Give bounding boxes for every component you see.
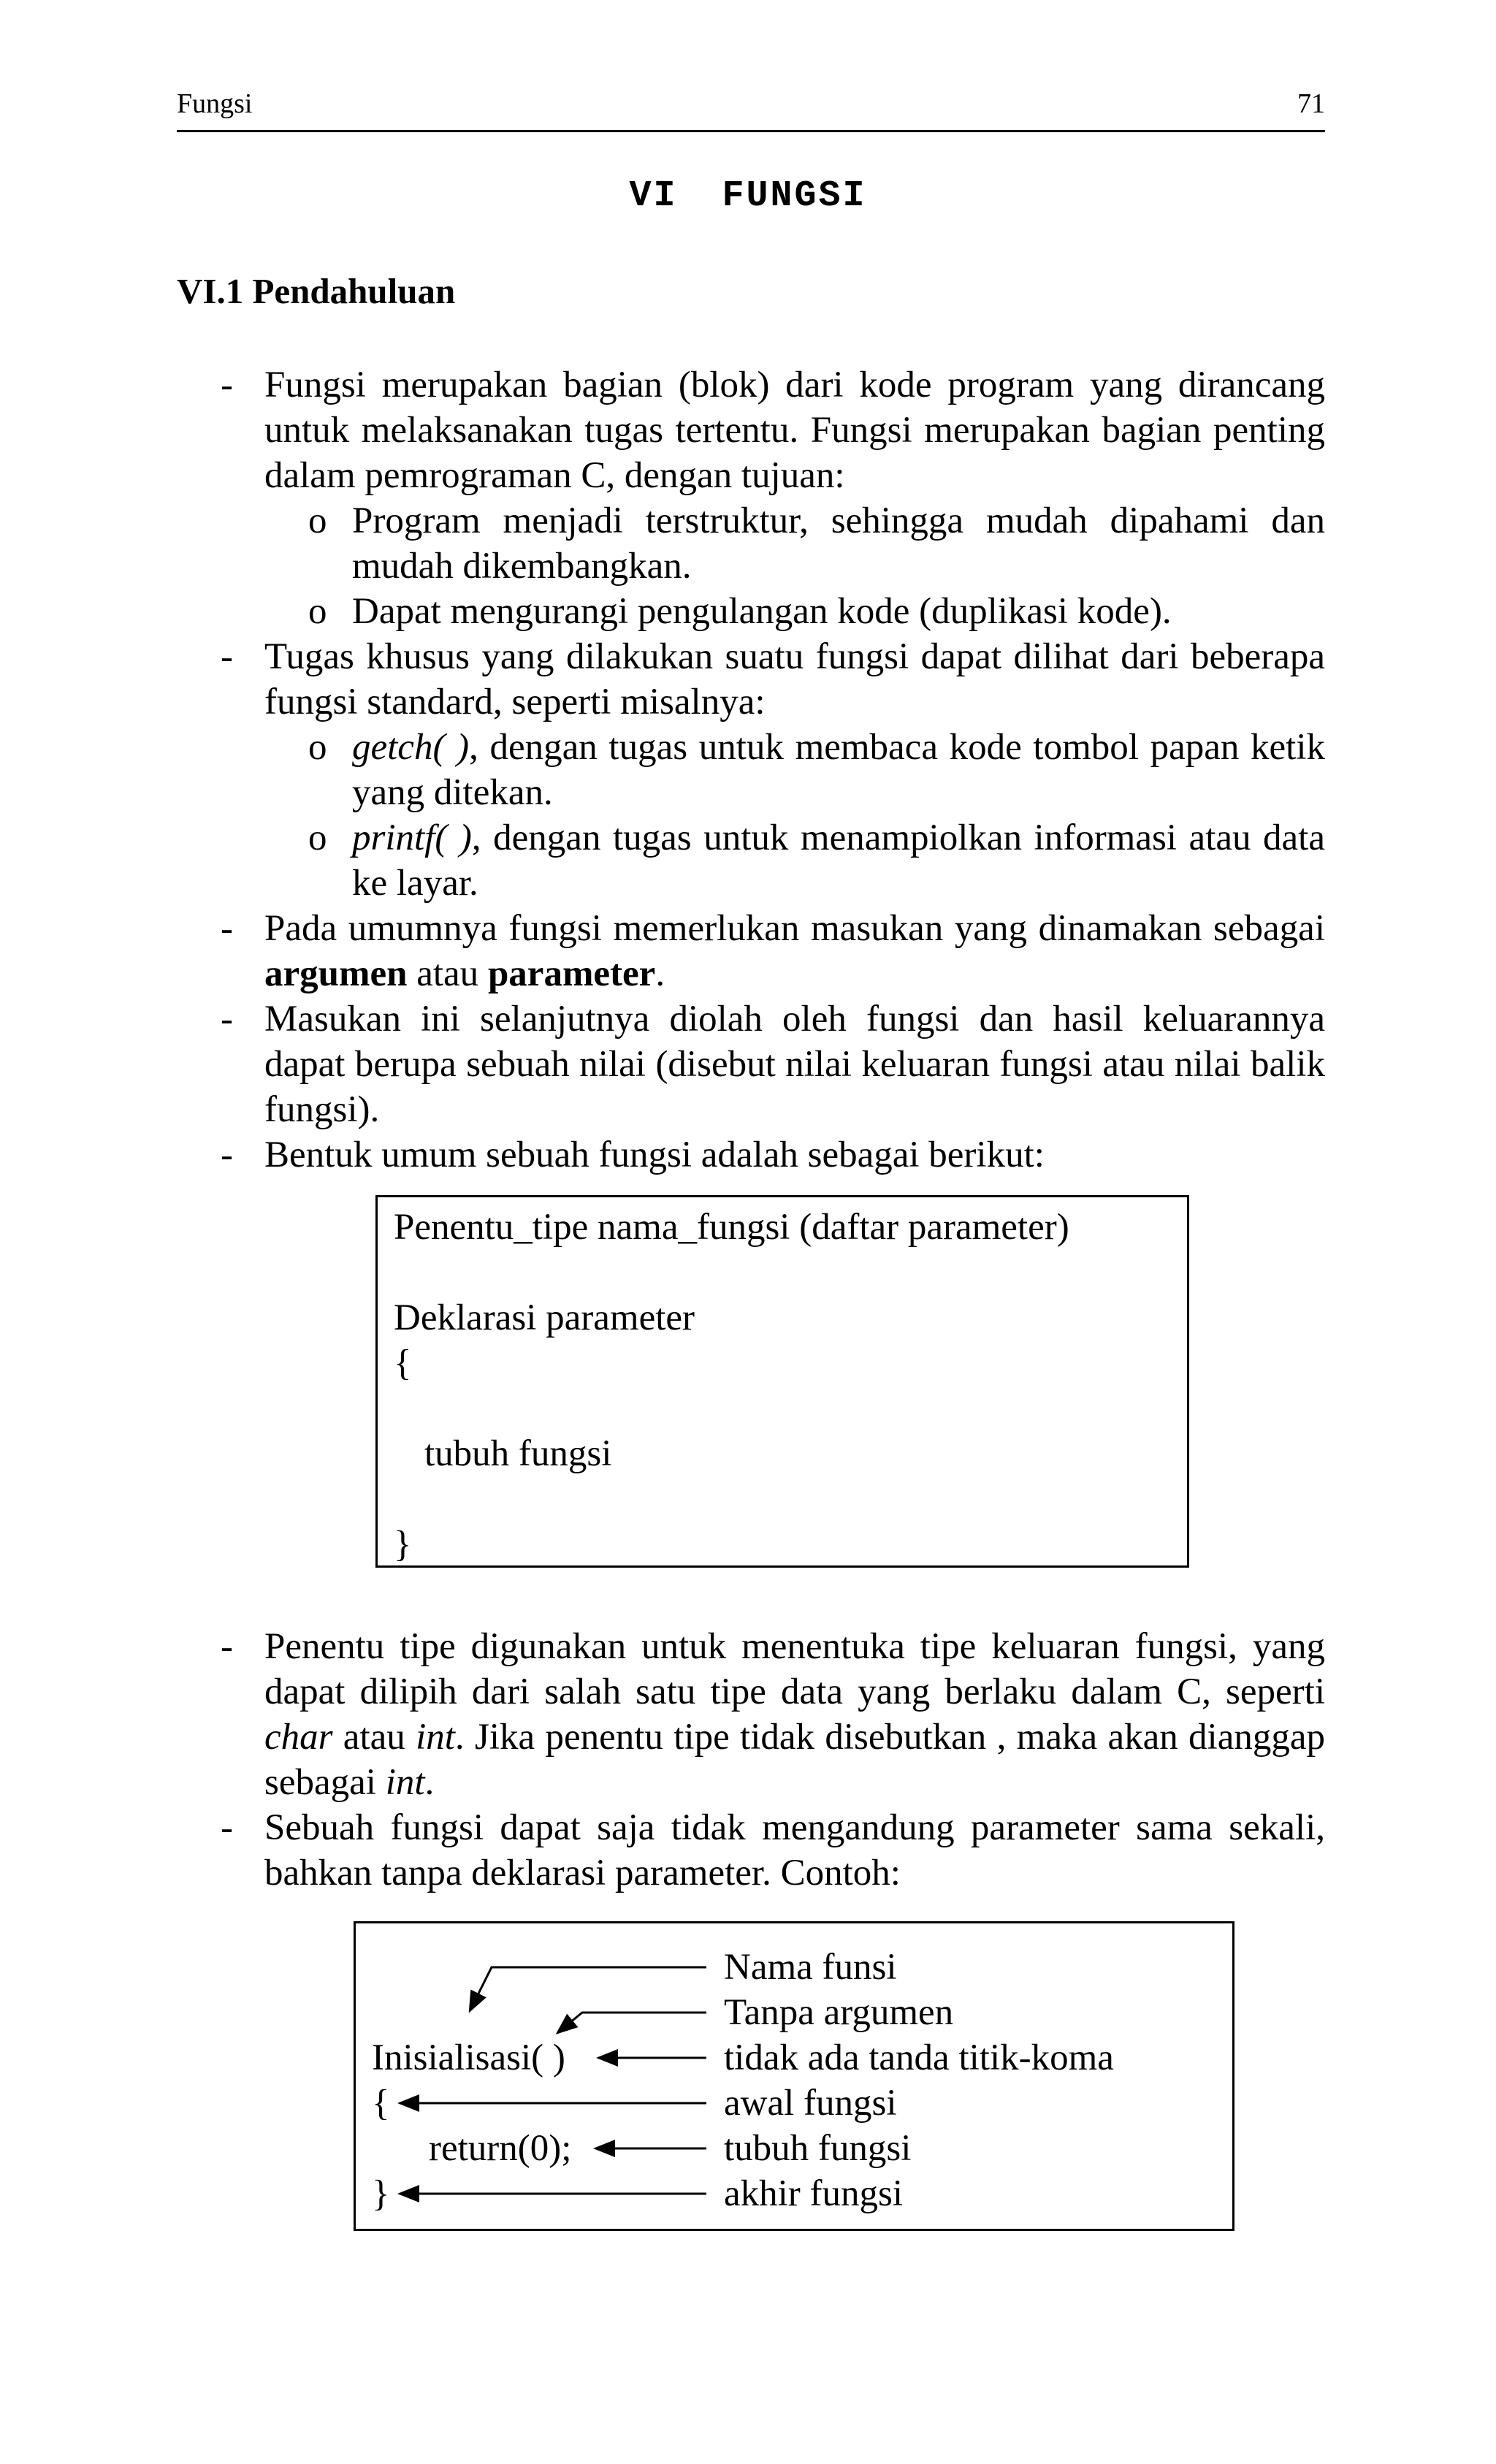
code-line: Inisialisasi( ) [372, 2037, 565, 2078]
sub-list-item-text: , dengan tugas untuk menampiolkan informasi atau data ke layar. [352, 817, 1325, 904]
type-keyword: int [416, 1717, 455, 1758]
keyword-parameter: parameter [487, 953, 656, 994]
circle-bullet-icon: o [308, 817, 327, 858]
list-item-text: . [655, 953, 665, 994]
header-title: Fungsi [177, 88, 253, 119]
annotation-label: akhir fungsi [724, 2173, 904, 2214]
dash-marker: - [221, 636, 233, 677]
list-item-text: Tugas khusus yang dilakukan suatu fungsi dapat dilihat dari beberapa fungsi standard, seperti misalnya: [264, 636, 1325, 722]
list-item [177, 906, 1325, 996]
type-keyword: char [264, 1717, 333, 1758]
list-item [177, 1805, 1325, 1896]
sub-list-item-text: Program menjadi terstruktur, sehingga mudah dipahami dan mudah dikembangkan. [352, 500, 1325, 587]
syntax-line: } [394, 1524, 412, 1565]
annotation-label: awal fungsi [724, 2083, 897, 2124]
list-item-text: Fungsi merupakan bagian (blok) dari kode program yang dirancang untuk melaksanakan tugas tertentu. Fungsi merupakan bagian penting dalam pemrograman C, dengan tujuan: [264, 365, 1325, 496]
list-item-text: Bentuk umum sebuah fungsi adalah sebagai berikut: [264, 1134, 1045, 1175]
circle-bullet-icon: o [308, 591, 327, 632]
list-item [177, 362, 1325, 498]
arrow-nama-funsi [470, 1967, 706, 2011]
sub-list-item-text: Dapat mengurangi pengulangan kode (duplikasi kode). [352, 591, 1172, 632]
intro-list [177, 362, 1325, 1178]
annotation-label: Nama funsi [724, 1947, 897, 1988]
section-title: VI.1 Pendahuluan [177, 271, 456, 311]
code-line: } [372, 2173, 390, 2214]
type-keyword: int [385, 1762, 425, 1803]
sub-list [177, 498, 1325, 634]
page-header [177, 88, 1325, 132]
sub-list-item [264, 589, 1325, 634]
syntax-line: Deklarasi parameter [394, 1297, 695, 1338]
keyword-argumen: argumen [264, 953, 408, 994]
function-name: printf( ) [352, 817, 472, 858]
sub-list [177, 725, 1325, 906]
annotation-label: tidak ada tanda titik-koma [724, 2037, 1114, 2078]
function-name: getch( ) [352, 727, 470, 768]
dash-marker: - [221, 1807, 233, 1848]
list-item-text: . [424, 1762, 435, 1803]
list-item [177, 996, 1325, 1132]
list-item [177, 634, 1325, 725]
list-item [177, 1132, 1325, 1178]
list-item-text: . Jika penentu tipe tidak disebutkan , maka akan dianggap sebagai [264, 1717, 1325, 1803]
function-syntax-box [375, 1195, 1189, 1568]
list-item-text: Masukan ini selanjutnya diolah oleh fungsi dan hasil keluarannya dapat berupa sebuah nilai (disebut nilai keluaran fungsi atau nilai balik fungsi). [264, 999, 1325, 1130]
dash-marker: - [221, 1134, 233, 1175]
list-item-text: atau [407, 953, 488, 994]
list-item [177, 1624, 1325, 1805]
dash-marker: - [221, 908, 233, 949]
dash-marker: - [221, 1626, 233, 1667]
sub-list-item [264, 725, 1325, 815]
arrow-tanpa-argumen [557, 2013, 706, 2033]
example-function-box [354, 1921, 1234, 2231]
chapter-title: VI FUNGSI [629, 175, 867, 217]
code-line: return(0); [429, 2128, 572, 2169]
sub-list-item [264, 498, 1325, 589]
sub-list-item-text: , dengan tugas untuk membaca kode tombol papan ketik yang ditekan. [352, 727, 1325, 813]
annotation-label: tubuh fungsi [724, 2128, 912, 2169]
code-line: { [372, 2083, 390, 2124]
annotation-label: Tanpa argumen [724, 1992, 954, 2033]
dash-marker: - [221, 999, 233, 1040]
list-item-text: Penentu tipe digunakan untuk menentuka tipe keluaran fungsi, yang dapat dilipih dari salah satu tipe data yang berlaku dalam C, seperti [264, 1626, 1325, 1712]
syntax-line: Penentu_tipe nama_fungsi (daftar parameter) [394, 1207, 1069, 1248]
dash-marker: - [221, 365, 233, 405]
syntax-line: { [394, 1343, 412, 1384]
sub-list-item [264, 815, 1325, 906]
circle-bullet-icon: o [308, 727, 327, 768]
detail-list [177, 1624, 1325, 1896]
circle-bullet-icon: o [308, 500, 327, 541]
page-number: 71 [1297, 88, 1325, 119]
list-item-text: Sebuah fungsi dapat saja tidak mengandung parameter sama sekali, bahkan tanpa deklarasi parameter. Contoh: [264, 1807, 1325, 1893]
list-item-text: Pada umumnya fungsi memerlukan masukan yang dinamakan sebagai [264, 908, 1325, 949]
list-item-text: atau [332, 1717, 416, 1758]
syntax-line: tubuh fungsi [424, 1433, 612, 1474]
